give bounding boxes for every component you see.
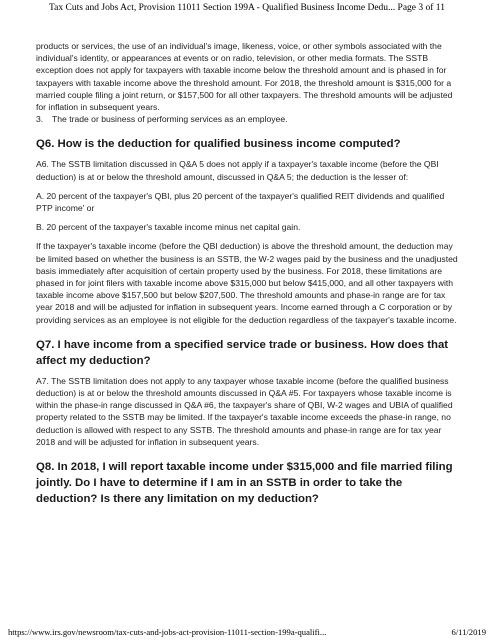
q7-heading: Q7. I have income from a specified service trade or business. How does that affect my deduction? <box>36 338 449 367</box>
intro-paragraph: products or services, the use of an individual's image, likeness, voice, or other symbols associated with the individual's identity, or appearances at events or on radio, television, or other media formats. The SSTB exception does not apply for taxpayers with taxable income below the threshold amount and is phased in for taxpayers with taxable income above the threshold amount. For 2018, the threshold amount is $315,000 for a married couple filing a joint return, or $157,500 for all other taxpayers. The threshold amounts will be adjusted for inflation in subsequent years. <box>36 41 453 113</box>
q6-option-a: A. 20 percent of the taxpayer's QBI, plus 20 percent of the taxpayer's qualified REIT dividends and qualified PTP income' or <box>36 190 445 214</box>
q6-heading: Q6. How is the deduction for qualified business income computed? <box>36 138 401 151</box>
footer-date: 6/11/2019 <box>451 627 486 637</box>
page-header: Tax Cuts and Jobs Act, Provision 11011 Section 199A - Qualified Business Income Dedu... Page 3 of 11 <box>49 3 445 13</box>
q6-option-b: B. 20 percent of the taxpayer's taxable income minus net capital gain. <box>36 222 301 233</box>
document-body <box>36 40 460 513</box>
q8-heading: Q8. In 2018, I will report taxable income under $315,000 and file married filing jointly. Do I have to determine if I am in an SSTB in order to take the deduction? Is there any limitation on my deduction? <box>36 461 453 506</box>
q7-answer: A7. The SSTB limitation does not apply to any taxpayer whose taxable income (before the qualified business deduction) is at or below the threshold amounts discussed in Q&A #5. For taxpayers whose taxable income is within the phase-in range discussed in Q&A #6, the taxpayer's share of QBI, W-2 wages and UBIA of qualified property related to the SSTB may be limited. If the taxpayer's taxable income exceeds the phase-in range, no deduction is allowed with respect to any SSTB. The threshold amounts and phase-in range are for tax year 2018 and will be adjusted for inflation in subsequent years. <box>36 375 453 447</box>
list-item-number: 3. <box>36 114 44 125</box>
page-footer <box>8 627 486 637</box>
q6-answer-intro: A6. The SSTB limitation discussed in Q&A 5 does not apply if a taxpayer's taxable income (before the QBI deduction) is at or below the threshold amount, discussed in Q&A 5; the deduction is the lesser of: <box>36 159 439 182</box>
list-item <box>36 113 460 125</box>
list-item-text: The trade or business of performing services as an employee. <box>52 114 288 125</box>
q6-answer-detail: If the taxpayer's taxable income (before the QBI deduction) is above the threshold amount, the deduction may be limited based on whether the business is an SSTB, the W-2 wages paid by the business and the unadjusted basis immediately after acquisition of certain property used by the business. For 2018, these limitations are phased in for joint filers with taxable income above $315,000 but below $415,000, and all other taxpayers with taxable income above $157,500 but below $207,500. The threshold amounts and phase-in range are for tax year 2018 and will be adjusted for inflation in subsequent years. Income earned through a C corporation or by providing services as an employee is not eligible for the deduction regardless of the taxpayer's taxable income. <box>36 241 458 325</box>
footer-url: https://www.irs.gov/newsroom/tax-cuts-and-jobs-act-provision-11011-section-199a-qualifi... <box>8 627 327 637</box>
